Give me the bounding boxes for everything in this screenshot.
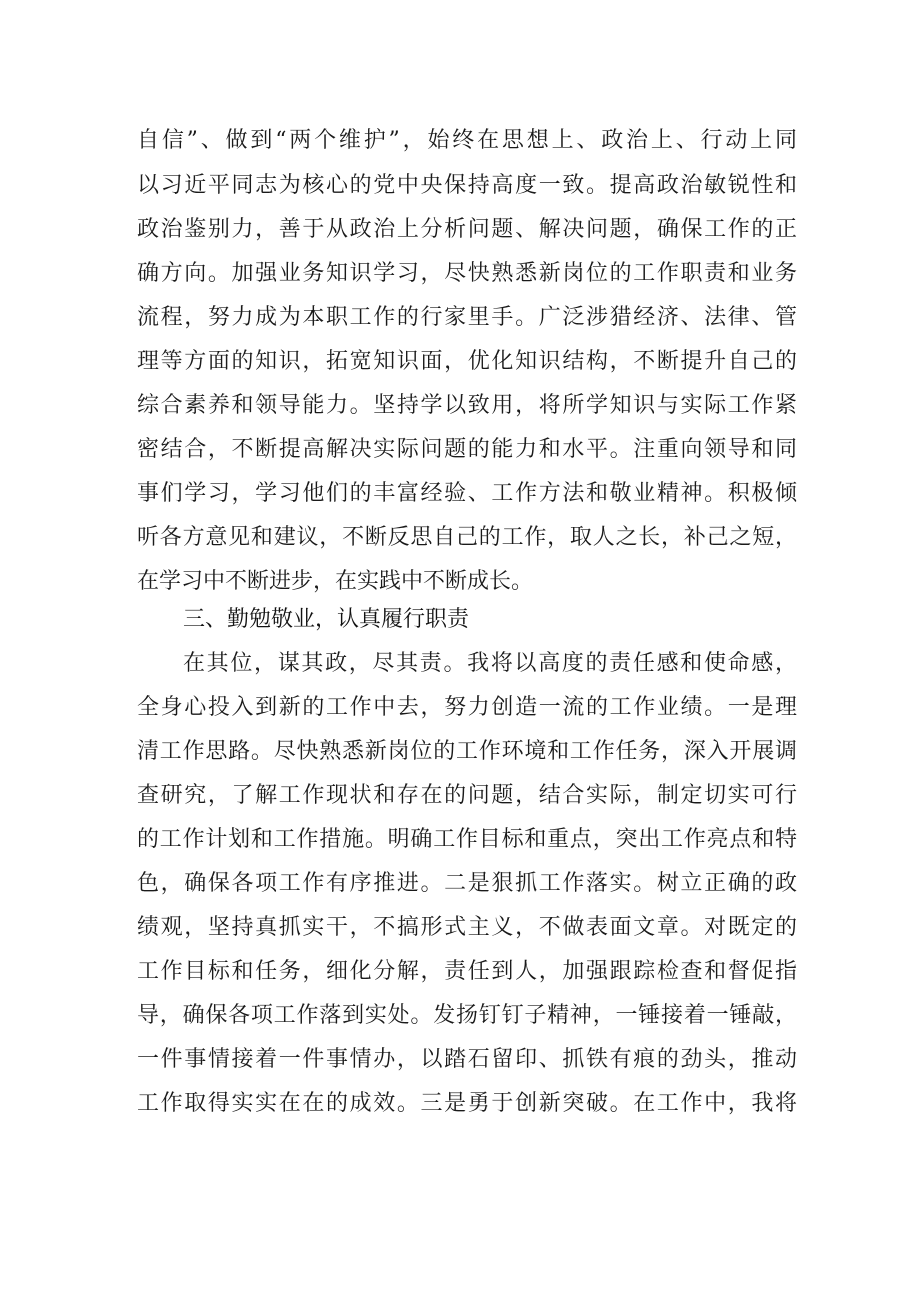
paragraph-line: 理等方面的知识，拓宽知识面，优化知识结构，不断提升自己的 bbox=[137, 349, 797, 374]
paragraph-line: 确方向。加强业务知识学习，尽快熟悉新岗位的工作职责和业务 bbox=[137, 261, 797, 286]
paragraph-line: 在学习中不断进步，在实践中不断成长。 bbox=[137, 569, 534, 594]
paragraph-line: 查研究，了解工作现状和存在的问题，结合实际，制定切实可行 bbox=[137, 783, 797, 808]
paragraph-line: 政治鉴别力，善于从政治上分析问题、解决问题，确保工作的正 bbox=[137, 217, 797, 242]
paragraph-line: 色，确保各项工作有序推进。二是狠抓工作落实。树立正确的政 bbox=[137, 871, 797, 896]
section-heading: 三、勤勉敬业，认真履行职责 bbox=[183, 607, 470, 632]
paragraph-line: 综合素养和领导能力。坚持学以致用，将所学知识与实际工作紧 bbox=[137, 393, 797, 418]
paragraph-line: 的工作计划和工作措施。明确工作目标和重点，突出工作亮点和特 bbox=[137, 827, 797, 852]
paragraph-line: 以习近平同志为核心的党中央保持高度一致。提高政治敏锐性和 bbox=[137, 173, 797, 198]
paragraph-line: 导，确保各项工作落到实处。发扬钉钉子精神，一锤接着一锤敲， bbox=[137, 1003, 797, 1028]
paragraph-line: 听各方意见和建议，不断反思自己的工作，取人之长，补己之短， bbox=[137, 525, 797, 550]
paragraph-line: 工作目标和任务，细化分解，责任到人，加强跟踪检查和督促指 bbox=[137, 959, 797, 984]
paragraph-line: 工作取得实实在在的成效。三是勇于创新突破。在工作中，我将 bbox=[137, 1091, 797, 1116]
paragraph-line: 自信”、做到“两个维护”，始终在思想上、政治上、行动上同 bbox=[137, 128, 797, 153]
paragraph-line: 事们学习，学习他们的丰富经验、工作方法和敬业精神。积极倾 bbox=[137, 481, 797, 506]
paragraph-line: 清工作思路。尽快熟悉新岗位的工作环境和工作任务，深入开展调 bbox=[137, 739, 797, 764]
paragraph-line: 密结合，不断提高解决实际问题的能力和水平。注重向领导和同 bbox=[137, 437, 797, 462]
paragraph-line: 流程，努力成为本职工作的行家里手。广泛涉猎经济、法律、管 bbox=[137, 305, 797, 330]
paragraph-line: 绩观，坚持真抓实干，不搞形式主义，不做表面文章。对既定的 bbox=[137, 915, 797, 940]
paragraph-line: 全身心投入到新的工作中去，努力创造一流的工作业绩。一是理 bbox=[137, 695, 797, 720]
paragraph-line: 在其位，谋其政，尽其责。我将以高度的责任感和使命感， bbox=[183, 651, 797, 676]
paragraph-line: 一件事情接着一件事情办，以踏石留印、抓铁有痕的劲头，推动 bbox=[137, 1047, 797, 1072]
